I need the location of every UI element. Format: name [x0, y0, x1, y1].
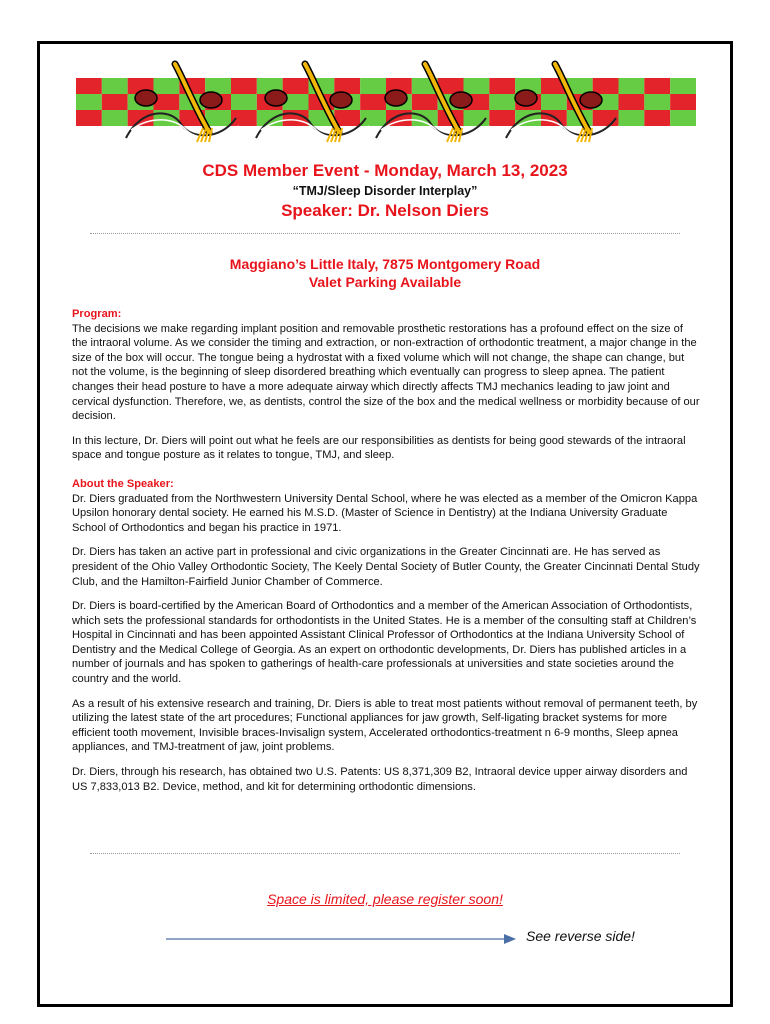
- arrow-right-icon: [166, 932, 516, 946]
- checker-square: [76, 94, 102, 110]
- checker-square: [619, 78, 645, 94]
- checker-square: [670, 110, 696, 126]
- meatball: [580, 92, 602, 108]
- about-paragraph-1: [72, 477, 700, 535]
- meatball: [265, 90, 287, 106]
- about-paragraph-4: As a result of his extensive research and training, Dr. Diers is able to treat most patients without removal of permanent teeth, by utilizing the latest state of the art procedures; Functional appliances for jaw growth, Self-ligating bracket systems for more efficient tooth movement, Invisible braces-Invisalign system, Accelerated orthodontics-treatment n 6-9 months, Sleep apnea appliances, and TMJ-treatment of jaw, joint problems.: [72, 697, 698, 754]
- checker-square: [360, 110, 386, 126]
- checker-square: [515, 110, 541, 126]
- meatball: [135, 90, 157, 106]
- venue-address: Maggiano’s Little Italy, 7875 Montgomery Road: [229, 256, 541, 272]
- meatball: [515, 90, 537, 106]
- checker-square: [154, 78, 180, 94]
- register-link[interactable]: Space is limited, please register soon!: [267, 891, 503, 907]
- program-paragraph-2: In this lecture, Dr. Diers will point out what he feels are our responsibilities as dentists for being good stewards of the intraoral space and tongue posture as it relates to tongue, TMJ, and sleep.: [72, 434, 686, 462]
- checker-square: [619, 94, 645, 110]
- divider-top: [90, 233, 680, 234]
- meatball: [385, 90, 407, 106]
- speaker-name: Speaker: Dr. Nelson Diers: [281, 201, 489, 220]
- checker-square: [205, 110, 231, 126]
- divider-bottom: [90, 853, 680, 854]
- about-paragraph-5: Dr. Diers, through his research, has obtained two U.S. Patents: US 8,371,309 B2, Intraoral device upper airway disorders and US 7,833,013 B2. Device, method, and kit for determining orthodontic dimensions.: [72, 766, 688, 793]
- checker-square: [360, 94, 386, 110]
- checker-square: [670, 78, 696, 94]
- checker-square: [283, 78, 309, 94]
- checker-square: [102, 94, 128, 110]
- program-paragraph-1: [72, 307, 700, 424]
- checker-square: [670, 94, 696, 110]
- venue-parking: Valet Parking Available: [308, 274, 462, 290]
- checker-square: [489, 78, 515, 94]
- checker-square: [593, 110, 619, 126]
- checker-square: [76, 78, 102, 94]
- checker-square: [412, 94, 438, 110]
- checker-square: [231, 78, 257, 94]
- checker-square: [360, 78, 386, 94]
- body-content: [72, 307, 700, 804]
- program-heading: Program:: [72, 308, 122, 320]
- checker-square: [644, 110, 670, 126]
- checker-square: [386, 110, 412, 126]
- meatball: [450, 92, 472, 108]
- event-subtitle: “TMJ/Sleep Disorder Interplay”: [292, 184, 478, 198]
- about-text-1: Dr. Diers graduated from the Northwestern University Dental School, where he was elected as a member of the Omicron Kappa Upsilon honorary dental society. He earned his M.S.D. (Master of Science in Dentistry) at the Indiana University Graduate School of Orthodontics and began his practice in 1971.: [72, 492, 698, 534]
- see-reverse-note: See reverse side!: [526, 928, 635, 944]
- checker-square: [644, 94, 670, 110]
- checker-square: [464, 78, 490, 94]
- checker-square: [619, 110, 645, 126]
- about-paragraph-2: Dr. Diers has taken an active part in professional and civic organizations in the Greater Cincinnati are. He has served as president of the Ohio Valley Orthodontic Society, The Keely Dental Society of Butler County, the Greater Cincinnati Dental Study Club, and the Hamilton-Fairfield Junior Chamber of Commerce.: [72, 546, 700, 588]
- checker-square: [593, 78, 619, 94]
- checker-square: [489, 94, 515, 110]
- pasta-banner-illustration: [76, 60, 696, 145]
- checker-square: [489, 110, 515, 126]
- checker-square: [257, 110, 283, 126]
- checker-square: [644, 78, 670, 94]
- meatball: [330, 92, 352, 108]
- checker-square: [102, 78, 128, 94]
- about-paragraph-3: Dr. Diers is board-certified by the American Board of Orthodontics and a member of the American Association of Orthodontists, which sets the professional standards for orthodontists in the United States. He is a member of the consulting staff at Children’s Hospital in Cincinnati and has been appointed Assistant Clinical Professor of Orthodontics at the Indiana University School of Dentistry and the Medical College of Georgia. As an expert on orthodontic developments, Dr. Diers has published articles in a number of journals and has spoken to gatherings of health-care professionals at universities and state societies around the country and the world.: [72, 600, 697, 686]
- program-text-1: The decisions we make regarding implant position and removable prosthetic restorations has a profound effect on the size of the intraoral volume. As we consider the timing and extraction, or non-extraction of orthodontic treatment, a major change in the size of the box will occur. The tongue being a hydrostat with a fixed volume which will not change, the shape can change, but not the volume, is the beginning of sleep disordered breathing which eventually can progress to sleep apnea. The patient changes their head posture to have a more adequate airway which directly affects TMJ mechanics leading to jaw joint and cervical dysfunction. Therefore, we, as dentists, control the size of the box and the medical wellness or morbidity because of our decision.: [72, 322, 700, 423]
- event-title: CDS Member Event - Monday, March 13, 2023: [202, 161, 568, 180]
- meatball: [200, 92, 222, 108]
- checker-square: [541, 94, 567, 110]
- checker-square: [231, 94, 257, 110]
- venue-block: [0, 255, 770, 291]
- checker-square: [102, 110, 128, 126]
- about-heading: About the Speaker:: [72, 477, 174, 490]
- checker-square: [76, 110, 102, 126]
